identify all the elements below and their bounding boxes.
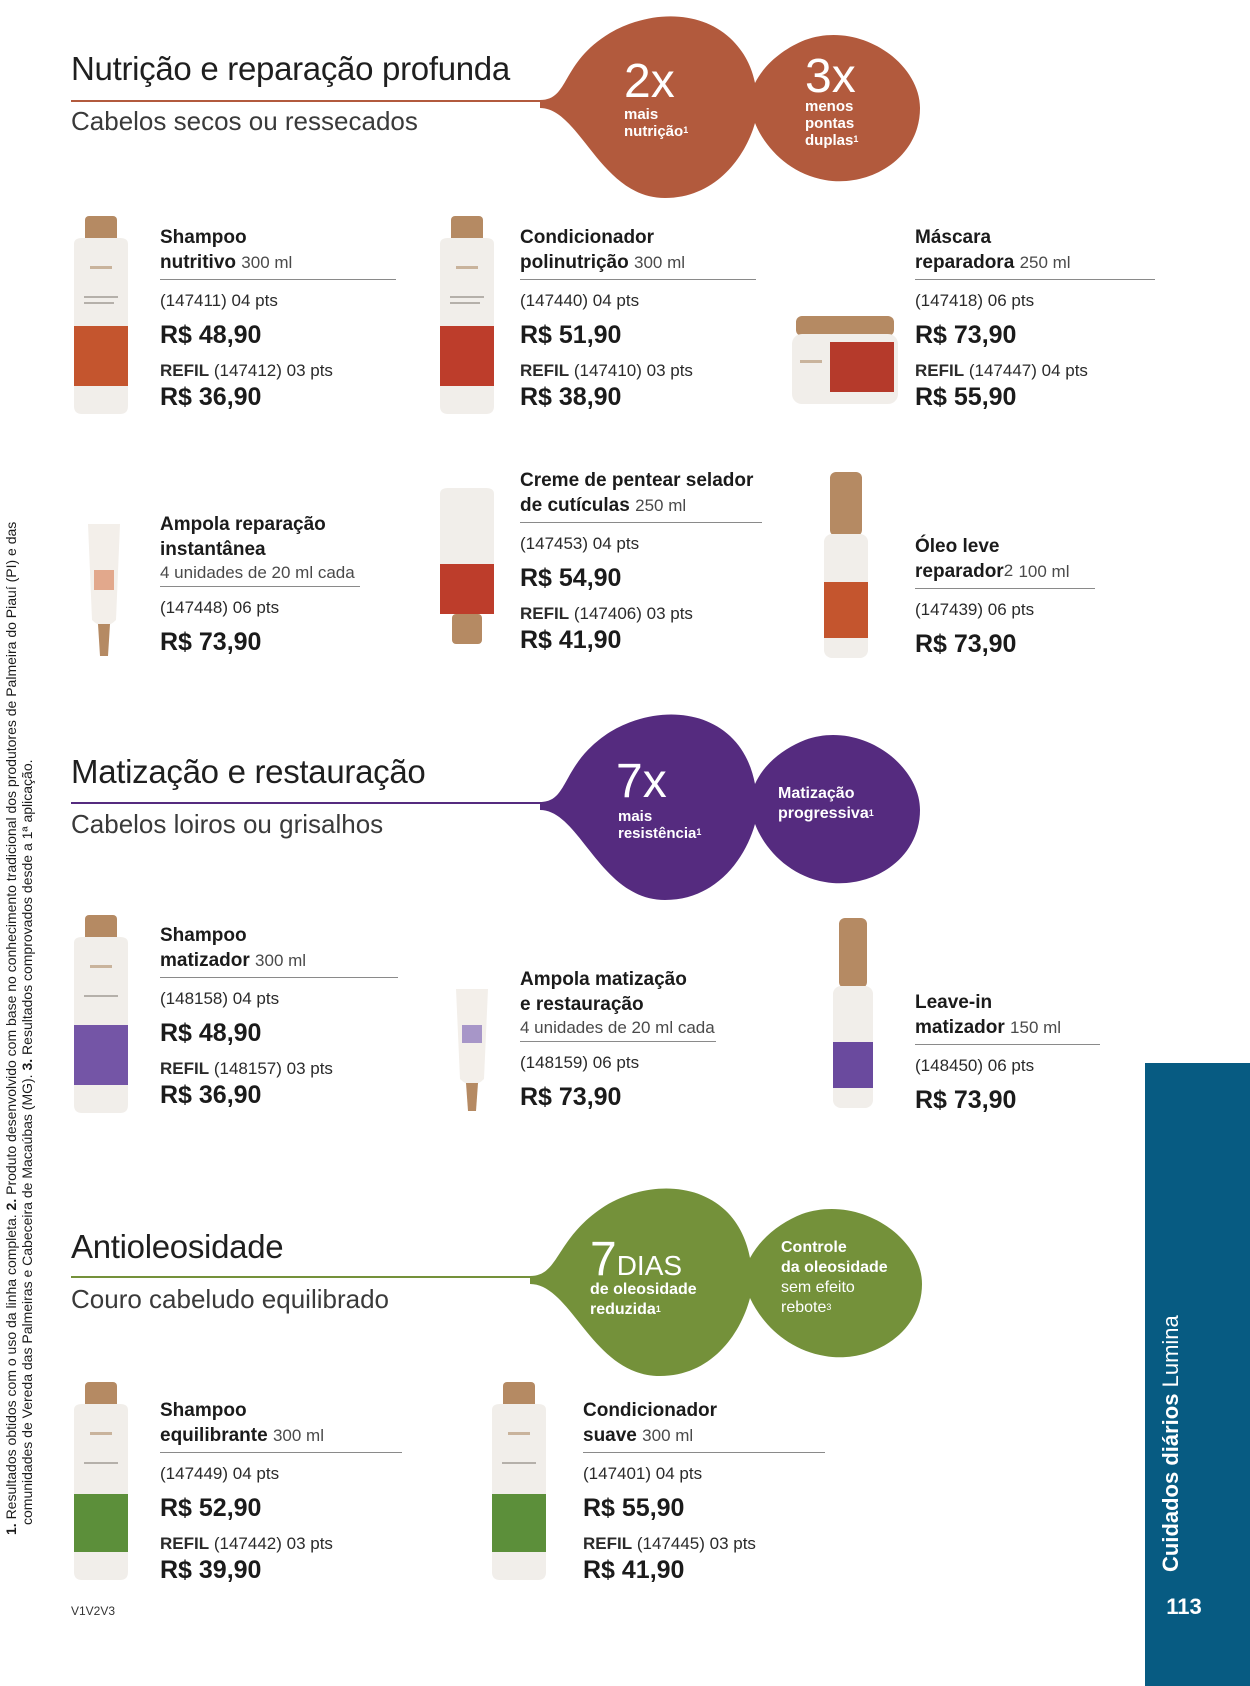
divider [160, 1452, 402, 1453]
product-name: reparador [915, 561, 1004, 582]
product-name: Condicionador [583, 1400, 718, 1421]
badge-matizacao-big: 7x [616, 755, 667, 808]
product-oleo-leve [915, 534, 1095, 659]
oleo-leve-image [818, 472, 874, 660]
product-price: R$ 52,90 [160, 1494, 262, 1522]
product-volume: 300 ml [255, 951, 307, 970]
shampoo-equilibrante-image [68, 1382, 134, 1582]
product-shampoo-matizador [160, 923, 398, 1110]
product-volume: 300 ml [634, 253, 686, 272]
product-code: (147453) 04 pts [520, 534, 640, 553]
product-volume: 100 ml [1018, 562, 1070, 581]
refill-price: R$ 36,90 [160, 1081, 262, 1109]
product-name: instantânea [160, 539, 266, 560]
section-rule-antioleosidade [71, 1276, 551, 1278]
section-subtitle-nutricao: Cabelos secos ou ressecados [71, 106, 418, 136]
product-condicionador-polinutricao [520, 225, 756, 412]
product-desc: 4 unidades de 20 ml cada [160, 563, 355, 582]
divider [520, 1041, 716, 1042]
product-name: Leave-in [915, 992, 993, 1013]
product-shampoo-nutritivo [160, 225, 396, 412]
refill-code: REFIL (147445) 03 pts [583, 1534, 756, 1553]
badge-nutricao2-big: 3x [805, 50, 856, 103]
product-price: R$ 48,90 [160, 1019, 262, 1047]
product-code: (147439) 06 pts [915, 600, 1035, 619]
section-title-matizacao: Matização e restauração [71, 753, 426, 790]
badge-antioleosidade2-text: Controle da oleosidade sem efeito rebote$^3$ [781, 1239, 888, 1316]
section-rule-nutricao [71, 100, 551, 102]
product-name: de cutículas [520, 495, 630, 516]
shampoo-nutritivo-image [68, 216, 134, 416]
product-code: (148450) 06 pts [915, 1056, 1035, 1075]
product-price: R$ 73,90 [915, 321, 1017, 349]
product-footnote-ref: 2 [1003, 561, 1014, 580]
badge-nutricao2-text: menos pontas duplas$^1$ [805, 98, 859, 149]
product-volume: 300 ml [272, 1426, 324, 1445]
badge-nutricao-text: mais nutrição$^1$ [624, 106, 689, 140]
product-name: Ampola reparação [160, 514, 326, 535]
product-name: suave [583, 1425, 637, 1446]
refill-code: REFIL (147406) 03 pts [520, 604, 693, 623]
refill-price: R$ 39,90 [160, 1556, 262, 1584]
product-name: matizador [915, 1017, 1005, 1038]
product-name: equilibrante [160, 1425, 268, 1446]
refill-price: R$ 55,90 [915, 383, 1017, 411]
sidebar-label: Cuidados diários Lumina [1158, 1315, 1183, 1572]
product-volume: 300 ml [642, 1426, 694, 1445]
shampoo-matizador-image [68, 915, 134, 1115]
badge-nutricao [540, 8, 920, 198]
product-ampola-reparacao [160, 512, 360, 657]
product-creme-pentear [520, 468, 762, 655]
refill-code: REFIL (147442) 03 pts [160, 1534, 333, 1553]
leave-in-image [828, 918, 878, 1110]
product-name: Máscara [915, 227, 992, 248]
product-name: polinutrição [520, 252, 629, 273]
product-name: Ampola matização [520, 969, 687, 990]
product-ampola-matizacao [520, 967, 716, 1112]
product-code: (147411) 04 pts [160, 291, 278, 310]
product-code: (148159) 06 pts [520, 1053, 640, 1072]
badge-antioleosidade-big: 7DIAS [590, 1233, 683, 1286]
product-name: reparadora [915, 252, 1015, 273]
product-name: Óleo leve [915, 536, 1000, 557]
product-price: R$ 73,90 [520, 1083, 622, 1111]
product-code: (147418) 06 pts [915, 291, 1035, 310]
refill-price: R$ 41,90 [520, 626, 622, 654]
product-volume: 150 ml [1010, 1018, 1062, 1037]
divider [583, 1452, 825, 1453]
divider [915, 279, 1155, 280]
divider [160, 279, 396, 280]
ampola-matizacao-image [452, 985, 492, 1115]
badge-matizacao [540, 706, 920, 900]
mascara-reparadora-image [790, 316, 900, 408]
product-shampoo-equilibrante [160, 1398, 402, 1585]
product-price: R$ 73,90 [915, 630, 1017, 658]
ampola-reparacao-image [84, 520, 124, 660]
product-name: matizador [160, 950, 250, 971]
product-mascara-reparadora [915, 225, 1155, 412]
product-name: Creme de pentear selador [520, 470, 754, 491]
product-volume: 250 ml [1019, 253, 1071, 272]
product-volume: 300 ml [241, 253, 293, 272]
condicionador-polinutricao-image [434, 216, 500, 416]
refill-price: R$ 36,90 [160, 383, 262, 411]
refill-price: R$ 38,90 [520, 383, 622, 411]
badge-antioleosidade [530, 1180, 922, 1376]
condicionador-suave-image [486, 1382, 552, 1582]
product-price: R$ 73,90 [160, 628, 262, 656]
product-name: Condicionador [520, 227, 655, 248]
product-code: (147449) 04 pts [160, 1464, 280, 1483]
product-code: (147401) 04 pts [583, 1464, 703, 1483]
product-price: R$ 48,90 [160, 321, 262, 349]
version-code: V1V2V3 [71, 1604, 116, 1618]
section-subtitle-antioleosidade: Couro cabeludo equilibrado [71, 1284, 390, 1314]
product-name: Shampoo [160, 925, 247, 946]
divider [160, 977, 398, 978]
product-code: (147448) 06 pts [160, 598, 280, 617]
section-subtitle-matizacao: Cabelos loiros ou grisalhos [71, 809, 384, 839]
divider [160, 586, 360, 587]
product-code: (147440) 04 pts [520, 291, 640, 310]
product-price: R$ 73,90 [915, 1086, 1017, 1114]
product-name: Shampoo [160, 1400, 247, 1421]
divider [915, 1044, 1100, 1045]
creme-pentear-image [434, 486, 500, 652]
divider [915, 588, 1095, 589]
product-name: nutritivo [160, 252, 236, 273]
badge-matizacao2-text: Matização progressiva$^1$ [778, 785, 874, 822]
product-price: R$ 55,90 [583, 1494, 685, 1522]
refill-price: R$ 41,90 [583, 1556, 685, 1584]
product-price: R$ 54,90 [520, 564, 622, 592]
divider [520, 279, 756, 280]
product-leave-in [915, 990, 1100, 1115]
product-name: e restauração [520, 994, 644, 1015]
divider [520, 522, 762, 523]
footnote-vertical: 1. Resultados obtidos com o uso da linha completa. 2. Produto desenvolvido com base no conhecimento tradicional dos produtores de Palmeira do Piauí (PI) e das comunidades de Vereda das Palmeiras e Cabeceira de Macaúbas (MG). 3. Resultados comprovados desde a 1ª aplicação. [3, 521, 35, 1535]
page-number: 113 [1166, 1594, 1202, 1619]
product-name: Shampoo [160, 227, 247, 248]
refill-code: REFIL (147410) 03 pts [520, 361, 693, 380]
product-desc: 4 unidades de 20 ml cada [520, 1018, 715, 1037]
section-rule-matizacao [71, 802, 551, 804]
section-title-antioleosidade: Antioleosidade [71, 1228, 284, 1265]
refill-code: REFIL (147447) 04 pts [915, 361, 1088, 380]
refill-code: REFIL (147412) 03 pts [160, 361, 333, 380]
badge-antioleosidade-text: de oleosidade reduzida$^1$ [590, 1281, 697, 1318]
badge-matizacao-text: mais resistência$^1$ [618, 808, 702, 842]
product-code: (148158) 04 pts [160, 989, 280, 1008]
refill-code: REFIL (148157) 03 pts [160, 1059, 333, 1078]
product-condicionador-suave [583, 1398, 825, 1585]
section-title-nutricao: Nutrição e reparação profunda [71, 50, 510, 87]
product-price: R$ 51,90 [520, 321, 622, 349]
product-volume: 250 ml [635, 496, 687, 515]
badge-nutricao-big: 2x [624, 55, 675, 108]
